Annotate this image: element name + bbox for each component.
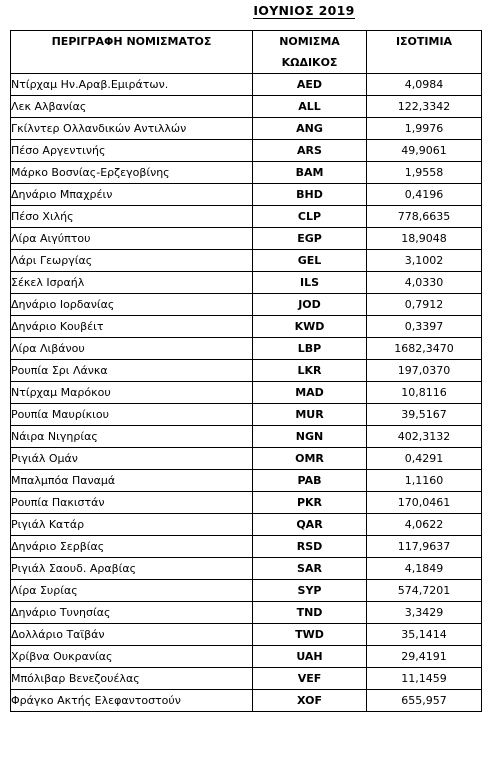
currency-code: SYP (253, 580, 367, 602)
currency-description: Λάρι Γεωργίας (11, 250, 253, 272)
currency-description: Ρουπία Μαυρίκιου (11, 404, 253, 426)
currency-code: LKR (253, 360, 367, 382)
exchange-rate-table (10, 30, 482, 712)
title-text: ΙΟΥΝΙΟΣ 2019 (253, 3, 355, 18)
currency-description: Δηνάριο Ιορδανίας (11, 294, 253, 316)
currency-code: MAD (253, 382, 367, 404)
exchange-rate: 0,3397 (367, 316, 482, 338)
table-row (11, 250, 482, 272)
table-row (11, 228, 482, 250)
currency-code: OMR (253, 448, 367, 470)
exchange-rate: 197,0370 (367, 360, 482, 382)
currency-description: Δηνάριο Τυνησίας (11, 602, 253, 624)
table-row (11, 448, 482, 470)
table-row (11, 206, 482, 228)
currency-code: RSD (253, 536, 367, 558)
header-code-line1: ΝΟΜΙΣΜΑ (279, 35, 340, 48)
table-row (11, 338, 482, 360)
currency-description: Μπόλιβαρ Βενεζουέλας (11, 668, 253, 690)
currency-code: GEL (253, 250, 367, 272)
exchange-rate: 3,1002 (367, 250, 482, 272)
currency-description: Δηνάριο Μπαχρέιν (11, 184, 253, 206)
currency-description: Φράγκο Ακτής Ελεφαντοστούν (11, 690, 253, 712)
table-row (11, 118, 482, 140)
currency-description: Νάιρα Νιγηρίας (11, 426, 253, 448)
currency-description: Ριγιάλ Σαουδ. Αραβίας (11, 558, 253, 580)
table-row (11, 536, 482, 558)
table-row (11, 426, 482, 448)
table-body (11, 74, 482, 712)
table-row (11, 492, 482, 514)
exchange-rate: 117,9637 (367, 536, 482, 558)
exchange-rate: 39,5167 (367, 404, 482, 426)
currency-code: BAM (253, 162, 367, 184)
currency-code: NGN (253, 426, 367, 448)
table-row (11, 668, 482, 690)
table-row (11, 624, 482, 646)
currency-code: TWD (253, 624, 367, 646)
exchange-rate: 0,4291 (367, 448, 482, 470)
currency-description: Γκίλντερ Ολλανδικών Αντιλλών (11, 118, 253, 140)
currency-code: XOF (253, 690, 367, 712)
table-row (11, 558, 482, 580)
table-row (11, 96, 482, 118)
exchange-rate: 10,8116 (367, 382, 482, 404)
document-title (0, 3, 488, 19)
currency-code: VEF (253, 668, 367, 690)
table-row (11, 316, 482, 338)
header-code-line2: ΚΩΔΙΚΟΣ (281, 56, 338, 69)
currency-code: MUR (253, 404, 367, 426)
currency-code: EGP (253, 228, 367, 250)
table-row (11, 470, 482, 492)
exchange-rate: 49,9061 (367, 140, 482, 162)
table-row (11, 514, 482, 536)
currency-code: UAH (253, 646, 367, 668)
exchange-rate: 3,3429 (367, 602, 482, 624)
table-row (11, 360, 482, 382)
currency-description: Μπαλμπόα Παναμά (11, 470, 253, 492)
currency-description: Λεκ Αλβανίας (11, 96, 253, 118)
table-row (11, 580, 482, 602)
currency-code: PAB (253, 470, 367, 492)
currency-code: KWD (253, 316, 367, 338)
currency-code: CLP (253, 206, 367, 228)
currency-description: Χρίβνα Ουκρανίας (11, 646, 253, 668)
exchange-rate: 574,7201 (367, 580, 482, 602)
table-row (11, 162, 482, 184)
currency-code: PKR (253, 492, 367, 514)
exchange-rate: 170,0461 (367, 492, 482, 514)
header-rate: ΙΣΟΤΙΜΙΑ (367, 31, 482, 74)
exchange-rate: 4,1849 (367, 558, 482, 580)
exchange-rate: 1,9976 (367, 118, 482, 140)
currency-description: Ρουπία Πακιστάν (11, 492, 253, 514)
table-row (11, 184, 482, 206)
currency-code: SAR (253, 558, 367, 580)
currency-description: Λίρα Λιβάνου (11, 338, 253, 360)
currency-description: Λίρα Αιγύπτου (11, 228, 253, 250)
currency-code: QAR (253, 514, 367, 536)
currency-code: ARS (253, 140, 367, 162)
exchange-rate: 778,6635 (367, 206, 482, 228)
currency-code: JOD (253, 294, 367, 316)
currency-code: ALL (253, 96, 367, 118)
currency-code: ANG (253, 118, 367, 140)
currency-description: Δηνάριο Κουβέιτ (11, 316, 253, 338)
currency-code: AED (253, 74, 367, 96)
header-code (253, 31, 367, 74)
exchange-rate: 122,3342 (367, 96, 482, 118)
currency-description: Ντίρχαμ Μαρόκου (11, 382, 253, 404)
table-row (11, 294, 482, 316)
currency-description: Σέκελ Ισραήλ (11, 272, 253, 294)
currency-code: ILS (253, 272, 367, 294)
currency-code: LBP (253, 338, 367, 360)
table-row (11, 272, 482, 294)
exchange-rate: 1,9558 (367, 162, 482, 184)
currency-description: Πέσο Αργεντινής (11, 140, 253, 162)
exchange-rate: 4,0622 (367, 514, 482, 536)
currency-description: Πέσο Χιλής (11, 206, 253, 228)
currency-code: TND (253, 602, 367, 624)
exchange-rate: 1,1160 (367, 470, 482, 492)
table-header-row (11, 31, 482, 74)
currency-description: Ρουπία Σρι Λάνκα (11, 360, 253, 382)
table-row (11, 690, 482, 712)
currency-description: Δολλάριο Ταϊβάν (11, 624, 253, 646)
table-row (11, 140, 482, 162)
currency-description: Ντίρχαμ Ην.Αραβ.Εμιράτων. (11, 74, 253, 96)
exchange-rate: 35,1414 (367, 624, 482, 646)
exchange-rate: 1682,3470 (367, 338, 482, 360)
table-row (11, 602, 482, 624)
exchange-rate: 18,9048 (367, 228, 482, 250)
exchange-rate: 4,0330 (367, 272, 482, 294)
table-row (11, 404, 482, 426)
currency-description: Μάρκο Βοσνίας-Ερζεγοβίνης (11, 162, 253, 184)
exchange-rate: 655,957 (367, 690, 482, 712)
currency-description: Ριγιάλ Ομάν (11, 448, 253, 470)
table-row (11, 382, 482, 404)
currency-description: Ριγιάλ Κατάρ (11, 514, 253, 536)
exchange-rate: 402,3132 (367, 426, 482, 448)
currency-description: Λίρα Συρίας (11, 580, 253, 602)
exchange-rate: 29,4191 (367, 646, 482, 668)
exchange-rate: 4,0984 (367, 74, 482, 96)
exchange-rate: 11,1459 (367, 668, 482, 690)
currency-description: Δηνάριο Σερβίας (11, 536, 253, 558)
exchange-rate: 0,7912 (367, 294, 482, 316)
currency-code: BHD (253, 184, 367, 206)
header-description: ΠΕΡΙΓΡΑΦΗ ΝΟΜΙΣΜΑΤΟΣ (11, 31, 253, 74)
table-row (11, 74, 482, 96)
table-row (11, 646, 482, 668)
exchange-rate: 0,4196 (367, 184, 482, 206)
